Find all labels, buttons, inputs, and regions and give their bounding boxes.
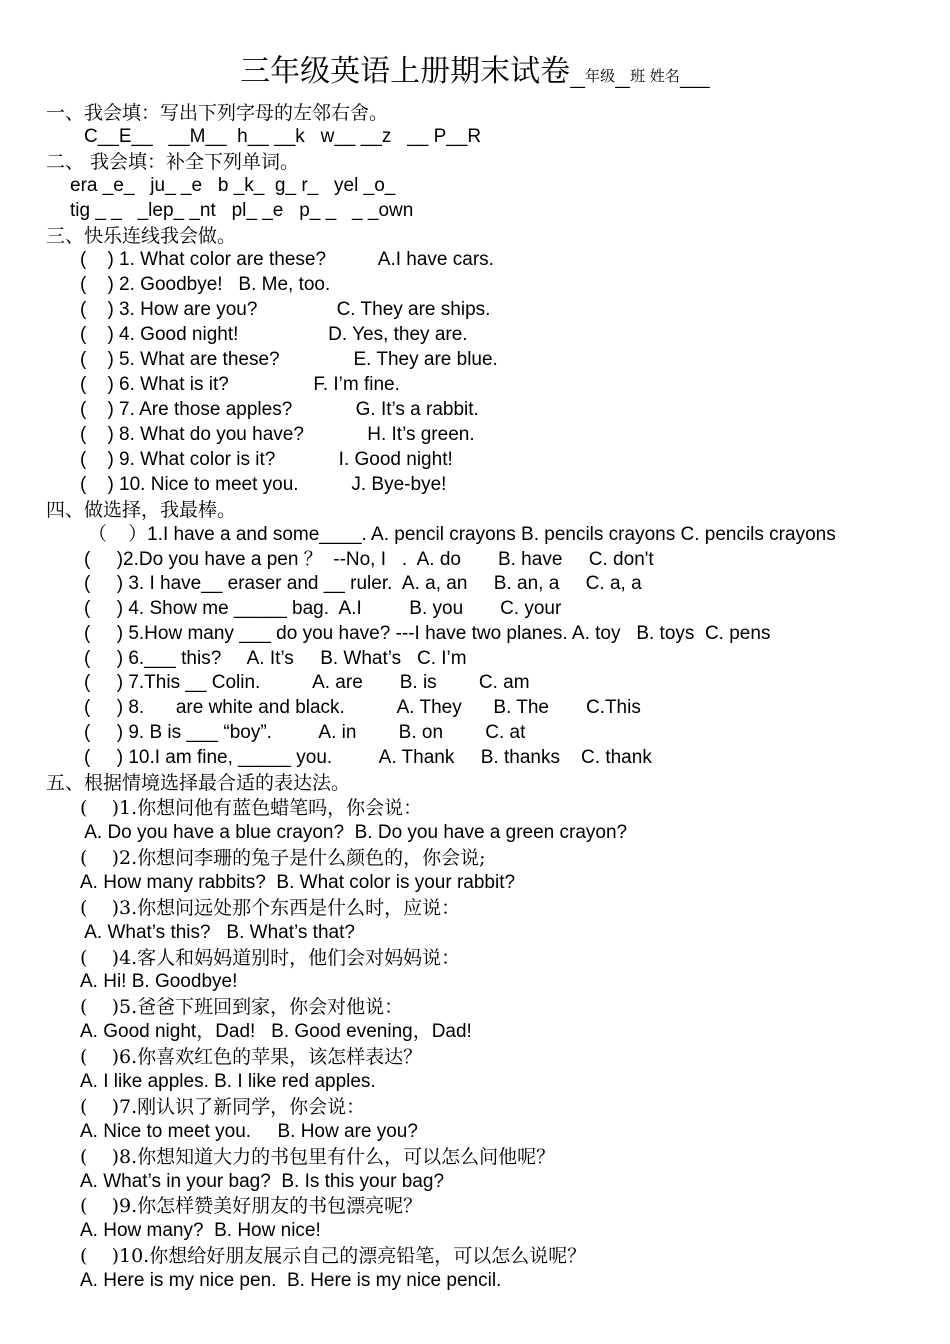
exam-line: ( ) 3. How are you? C. They are ships.: [80, 299, 491, 320]
exam-line: A. How many? B. How nice!: [80, 1220, 321, 1241]
exam-title: [0, 52, 950, 96]
exam-line: ( ) 4. Show me _____ bag. A.I B. you C. your: [84, 598, 562, 619]
exam-line: ( ) 9. B is ___ “boy”. A. in B. on C. at: [84, 722, 526, 743]
exam-line: A. Do you have a blue crayon? B. Do you have a green crayon?: [80, 822, 628, 843]
exam-line: ( ) 4. Good night! D. Yes, they are.: [80, 324, 468, 345]
exam-line: A. What’s this? B. What’s that?: [80, 922, 355, 943]
exam-line: 五、根据情境选择最合适的表达法。: [46, 772, 351, 794]
exam-line: ( )5.爸爸下班回到家，你会对他说：: [80, 996, 404, 1018]
exam-line: ( ) 8. are white and black. A. They B. The C.This: [84, 697, 641, 718]
exam-line: A. Nice to meet you. B. How are you?: [80, 1121, 418, 1142]
grade-blank: _: [570, 54, 586, 89]
exam-line: ( )7.刚认识了新同学，你会说：: [80, 1096, 366, 1118]
exam-line: A. Here is my nice pen. B. Here is my nice pencil.: [80, 1270, 502, 1291]
exam-line: ( ) 7.This __ Colin. A. are B. is C. am: [84, 672, 530, 693]
exam-line: ( )8.你想知道大力的书包里有什么，可以怎么问他呢？: [80, 1146, 556, 1168]
exam-line: （ ）1.I have a and some____. A. pencil crayons B. pencils crayons C. pencils crayons: [88, 524, 836, 545]
exam-line: ( ) 9. What color is it? I. Good night!: [80, 449, 453, 470]
exam-line: A. What’s in your bag? B. Is this your bag?: [80, 1171, 445, 1192]
exam-line: ( ) 6.___ this? A. It’s B. What’s C. I’m: [84, 648, 467, 669]
class-name-label: 班 姓名: [630, 67, 680, 85]
exam-line: ( ) 5.How many ___ do you have? ---I have two planes. A. toy B. toys C. pens: [84, 623, 771, 644]
exam-line: A. Good night，Dad! B. Good evening，Dad!: [80, 1021, 472, 1042]
exam-line: C__E__ __M__ h__ __k w__ __z __ P__R: [84, 126, 482, 147]
exam-line: era _e_ ju_ _e b _k_ g_ r_ yel _o_: [70, 175, 396, 196]
exam-line: ( )2.Do you have a pen ？ --No, I . A. do B. have C. don't: [84, 549, 654, 570]
exam-line: ( )6.你喜欢红色的苹果，该怎样表达？: [80, 1046, 423, 1068]
exam-line: 三、快乐连线我会做。: [46, 225, 237, 247]
exam-line: A. Hi! B. Goodbye!: [80, 971, 238, 992]
exam-line: ( )1.你想问他有蓝色蜡笔吗，你会说：: [80, 797, 423, 819]
class-blank: _: [615, 54, 631, 89]
exam-line: ( ) 10. Nice to meet you. J. Bye-bye!: [80, 474, 447, 495]
exam-line: ( ) 10.I am fine, _____ you. A. Thank B. thanks C. thank: [84, 747, 652, 768]
exam-line: ( ) 8. What do you have? H. It’s green.: [80, 424, 475, 445]
exam-line: ( )2.你想问李珊的兔子是什么颜色的，你会说;: [80, 847, 486, 869]
title-text: 三年级英语上册期末试卷: [240, 54, 571, 89]
exam-line: 一、我会填：写出下列字母的左邻右舍。: [46, 102, 389, 124]
exam-line: ( )10.你想给好朋友展示自己的漂亮铅笔，可以怎么说呢？: [80, 1245, 587, 1267]
exam-line: 四、做选择，我最棒。: [46, 499, 237, 521]
exam-line: ( ) 5. What are these? E. They are blue.: [80, 349, 498, 370]
name-blank: __: [679, 54, 710, 89]
exam-line: ( )4.客人和妈妈道别时，他们会对妈妈说：: [80, 947, 461, 969]
exam-line: ( ) 6. What is it? F. I’m fine.: [80, 374, 400, 395]
grade-label: 年级: [585, 67, 616, 85]
exam-line: A. How many rabbits? B. What color is your rabbit?: [80, 872, 516, 893]
exam-line: ( ) 2. Goodbye! B. Me, too.: [80, 274, 331, 295]
exam-line: ( ) 3. I have__ eraser and __ ruler. A. a, an B. an, a C. a, a: [84, 573, 642, 594]
exam-line: 二、 我会填：补全下列单词。: [46, 151, 300, 173]
exam-line: ( )9.你怎样赞美好朋友的书包漂亮呢？: [80, 1195, 423, 1217]
exam-line: A. I like apples. B. I like red apples.: [80, 1071, 376, 1092]
exam-line: ( ) 1. What color are these? A.I have cars.: [80, 249, 494, 270]
exam-line: ( ) 7. Are those apples? G. It’s a rabbit.: [80, 399, 479, 420]
exam-line: ( )3.你想问远处那个东西是什么时，应说：: [80, 897, 461, 919]
exam-line: tig _ _ _lep_ _nt pl_ _e p_ _ _ _own: [70, 200, 414, 221]
